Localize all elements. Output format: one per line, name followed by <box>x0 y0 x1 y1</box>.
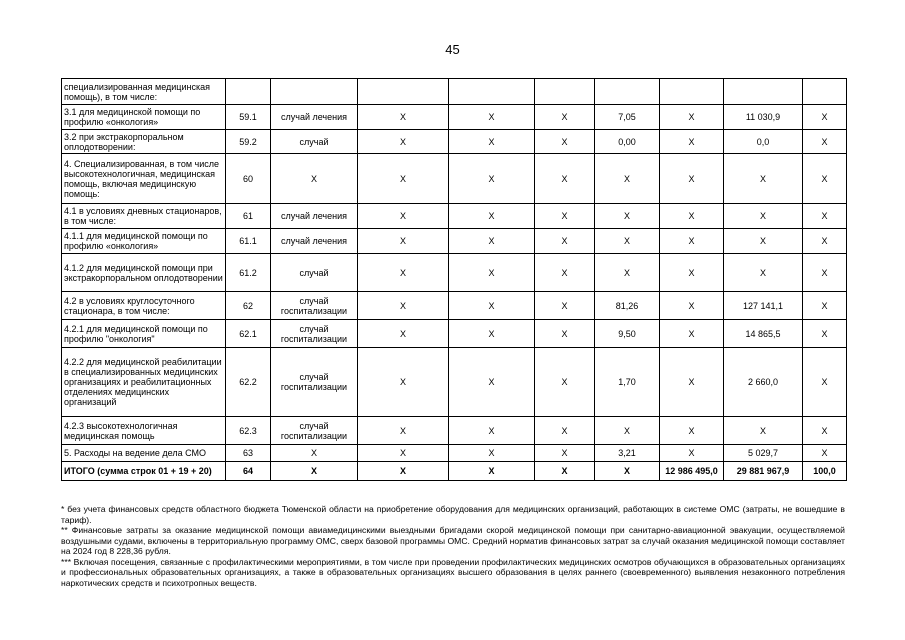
cell-row-code: 63 <box>226 445 271 462</box>
cell-col-7: Х <box>803 417 847 445</box>
cell-col-4: 0,00 <box>595 130 660 154</box>
cell-col-1 <box>358 79 449 105</box>
cell-col-6: Х <box>724 154 803 204</box>
cell-col-1: Х <box>358 462 449 481</box>
cell-col-1: Х <box>358 204 449 229</box>
page-number: 45 <box>445 42 460 57</box>
table-row <box>62 254 847 292</box>
cell-col-7: Х <box>803 292 847 320</box>
cell-col-1: Х <box>358 130 449 154</box>
cell-row-name: 4.2.3 высокотехнологичная медицинская помощь <box>62 417 226 445</box>
cell-col-2: Х <box>449 320 535 348</box>
cell-col-1: Х <box>358 229 449 254</box>
cell-row-unit: случай лечения <box>271 229 358 254</box>
cell-row-unit: случай госпитализации <box>271 417 358 445</box>
cell-row-name: 4. Специализированная, в том числе высокотехнологичная, медицинская помощь, включая медицинскую помощь: <box>62 154 226 204</box>
table-row <box>62 417 847 445</box>
cell-col-4: 1,70 <box>595 348 660 417</box>
cell-row-name: 4.1 в условиях дневных стационаров, в том числе: <box>62 204 226 229</box>
cell-col-3: Х <box>535 229 595 254</box>
cell-row-unit: Х <box>271 462 358 481</box>
cell-col-7: 100,0 <box>803 462 847 481</box>
cell-col-4: Х <box>595 154 660 204</box>
cell-col-6: 29 881 967,9 <box>724 462 803 481</box>
cell-col-6: Х <box>724 417 803 445</box>
cell-col-1: Х <box>358 417 449 445</box>
cell-row-unit: Х <box>271 445 358 462</box>
table-row <box>62 105 847 130</box>
cell-col-6: 5 029,7 <box>724 445 803 462</box>
cell-row-unit: случай госпитализации <box>271 348 358 417</box>
cell-row-unit: случай <box>271 254 358 292</box>
cell-col-3: Х <box>535 204 595 229</box>
cell-col-5: Х <box>660 254 724 292</box>
cell-col-7: Х <box>803 254 847 292</box>
cell-col-4: 3,21 <box>595 445 660 462</box>
cell-row-code: 61.1 <box>226 229 271 254</box>
table-row <box>62 320 847 348</box>
cell-col-5: Х <box>660 154 724 204</box>
cell-row-code: 60 <box>226 154 271 204</box>
cell-col-2: Х <box>449 462 535 481</box>
cell-col-5: Х <box>660 320 724 348</box>
cell-col-6: Х <box>724 204 803 229</box>
cell-row-unit: случай лечения <box>271 105 358 130</box>
cell-col-4: Х <box>595 204 660 229</box>
cell-col-4: Х <box>595 417 660 445</box>
cell-col-6: 0,0 <box>724 130 803 154</box>
cell-col-1: Х <box>358 292 449 320</box>
cell-row-name: 3.1 для медицинской помощи по профилю «онкология» <box>62 105 226 130</box>
cell-col-3 <box>535 79 595 105</box>
data-table <box>61 78 847 481</box>
cell-col-3: Х <box>535 292 595 320</box>
cell-row-code: 62.1 <box>226 320 271 348</box>
cell-col-7: Х <box>803 320 847 348</box>
cell-row-unit: Х <box>271 154 358 204</box>
cell-col-7 <box>803 79 847 105</box>
cell-col-3: Х <box>535 348 595 417</box>
cell-col-2: Х <box>449 130 535 154</box>
cell-row-code: 62.2 <box>226 348 271 417</box>
cell-col-3: Х <box>535 417 595 445</box>
cell-col-5: Х <box>660 105 724 130</box>
cell-col-6: 14 865,5 <box>724 320 803 348</box>
cell-col-7: Х <box>803 204 847 229</box>
cell-row-unit <box>271 79 358 105</box>
cell-col-4: 7,05 <box>595 105 660 130</box>
cell-row-code: 62.3 <box>226 417 271 445</box>
footnote-3: *** Включая посещения, связанные с профилактическими мероприятиями, в том числе при проведении профилактических медицинских осмотров обучающихся в образовательных организациях и профессиональных образовательных организациях, а также в образовательных организациях высшего образования в целях раннего (своевременного) выявления незаконного потребления наркотических средств и психотропных веществ. <box>61 556 845 588</box>
cell-col-5: 12 986 495,0 <box>660 462 724 481</box>
cell-col-5: Х <box>660 445 724 462</box>
cell-col-2: Х <box>449 105 535 130</box>
cell-row-name: 4.2 в условиях круглосуточного стационара, в том числе: <box>62 292 226 320</box>
table-row <box>62 130 847 154</box>
cell-col-6 <box>724 79 803 105</box>
cell-col-3: Х <box>535 154 595 204</box>
cell-col-4: 9,50 <box>595 320 660 348</box>
table-row <box>62 79 847 105</box>
cell-row-name: 4.1.2 для медицинской помощи при экстракорпоральном оплодотворении <box>62 254 226 292</box>
cell-row-name: 5. Расходы на ведение дела СМО <box>62 445 226 462</box>
cell-col-2: Х <box>449 254 535 292</box>
table-row <box>62 204 847 229</box>
cell-col-7: Х <box>803 154 847 204</box>
cell-col-6: 11 030,9 <box>724 105 803 130</box>
cell-row-name: 4.2.1 для медицинской помощи по профилю "онкология" <box>62 320 226 348</box>
cell-col-4 <box>595 79 660 105</box>
cell-col-7: Х <box>803 130 847 154</box>
cell-col-6: Х <box>724 229 803 254</box>
cell-row-code: 62 <box>226 292 271 320</box>
cell-row-code: 64 <box>226 462 271 481</box>
cell-row-name: 3.2 при экстракорпоральном оплодотворении: <box>62 130 226 154</box>
cell-col-1: Х <box>358 445 449 462</box>
cell-row-unit: случай лечения <box>271 204 358 229</box>
cell-col-7: Х <box>803 348 847 417</box>
cell-col-3: Х <box>535 320 595 348</box>
cell-row-unit: случай <box>271 130 358 154</box>
cell-col-7: Х <box>803 105 847 130</box>
footnote-1: * без учета финансовых средств областного бюджета Тюменской области на приобретение оборудования для медицинских организаций, работающих в системе ОМС (затраты, не вошедшие в тариф). <box>61 504 845 525</box>
table-row <box>62 292 847 320</box>
cell-col-2: Х <box>449 154 535 204</box>
cell-col-1: Х <box>358 154 449 204</box>
cell-col-2: Х <box>449 204 535 229</box>
cell-row-code: 61 <box>226 204 271 229</box>
cell-col-4: 81,26 <box>595 292 660 320</box>
footnotes <box>61 504 845 588</box>
cell-col-2: Х <box>449 348 535 417</box>
cell-col-1: Х <box>358 320 449 348</box>
cell-col-5: Х <box>660 204 724 229</box>
cell-row-code: 61.2 <box>226 254 271 292</box>
cell-col-1: Х <box>358 348 449 417</box>
cell-row-name: ИТОГО (сумма строк 01 + 19 + 20) <box>62 462 226 481</box>
cell-row-unit: случай госпитализации <box>271 292 358 320</box>
cell-col-1: Х <box>358 105 449 130</box>
cell-col-3: Х <box>535 462 595 481</box>
cell-col-2: Х <box>449 445 535 462</box>
cell-col-3: Х <box>535 445 595 462</box>
cell-col-5: Х <box>660 292 724 320</box>
cell-col-5: Х <box>660 130 724 154</box>
cell-col-6: 2 660,0 <box>724 348 803 417</box>
cell-col-5: Х <box>660 417 724 445</box>
cell-col-5: Х <box>660 348 724 417</box>
cell-col-7: Х <box>803 229 847 254</box>
cell-col-5 <box>660 79 724 105</box>
cell-row-code: 59.2 <box>226 130 271 154</box>
footnote-2: ** Финансовые затраты за оказание медицинской помощи авиамедицинскими выездными бригадами скорой медицинской помощи при санитарно-авиационной эвакуации, осуществляемой воздушными судами, включены в территориальную программу ОМС, сверх базовой программы ОМС. Средний норматив финансовых затрат за случай оказания медицинской помощи составляет на 2024 год 8 228,36 рубля. <box>61 525 845 556</box>
cell-row-name: 4.2.2 для медицинской реабилитации в специализированных медицинских организациях и реабилитационных отделениях медицинских организаций <box>62 348 226 417</box>
table-row <box>62 229 847 254</box>
cell-row-name: специализированная медицинская помощь), в том числе: <box>62 79 226 105</box>
cell-col-4: Х <box>595 462 660 481</box>
cell-col-3: Х <box>535 254 595 292</box>
cell-col-3: Х <box>535 105 595 130</box>
cell-row-code: 59.1 <box>226 105 271 130</box>
cell-col-4: Х <box>595 229 660 254</box>
table-row <box>62 445 847 462</box>
cell-col-2: Х <box>449 417 535 445</box>
table-row <box>62 348 847 417</box>
cell-col-6: 127 141,1 <box>724 292 803 320</box>
cell-col-4: Х <box>595 254 660 292</box>
cell-row-code <box>226 79 271 105</box>
cell-row-unit: случай госпитализации <box>271 320 358 348</box>
table-row <box>62 154 847 204</box>
cell-col-5: Х <box>660 229 724 254</box>
cell-col-3: Х <box>535 130 595 154</box>
cell-col-6: Х <box>724 254 803 292</box>
cell-row-name: 4.1.1 для медицинской помощи по профилю «онкология» <box>62 229 226 254</box>
cell-col-2: Х <box>449 229 535 254</box>
cell-col-2: Х <box>449 292 535 320</box>
cell-col-1: Х <box>358 254 449 292</box>
cell-col-7: Х <box>803 445 847 462</box>
cell-col-2 <box>449 79 535 105</box>
table-total-row <box>62 462 847 481</box>
